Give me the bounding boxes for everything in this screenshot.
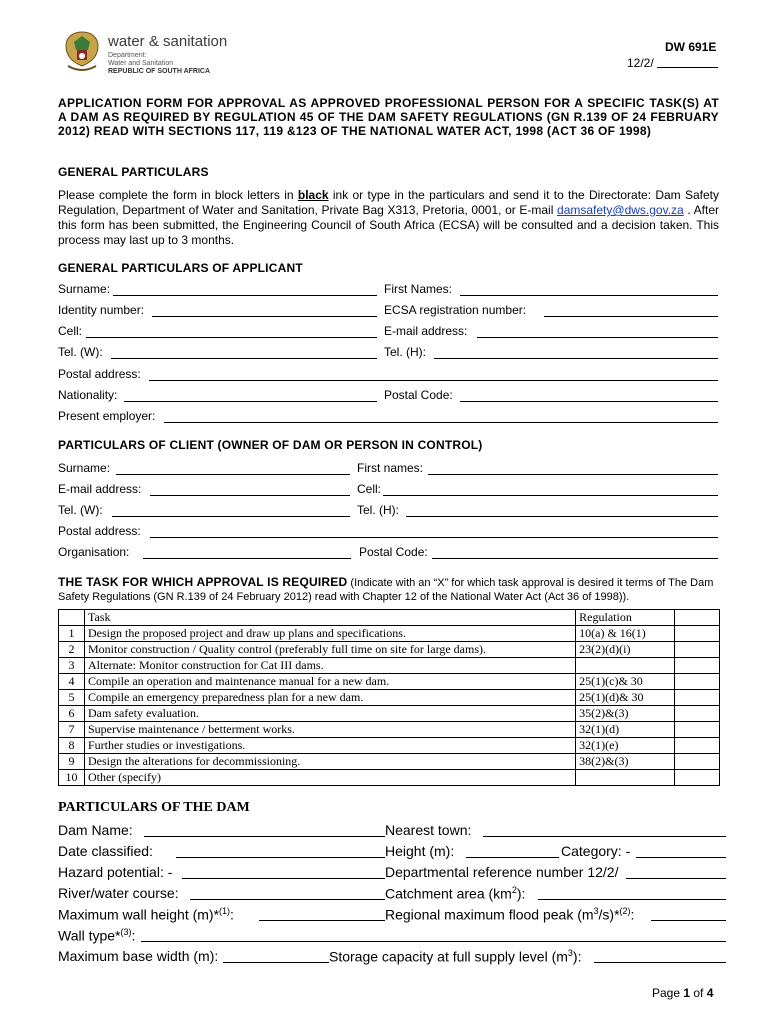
task-mark-cell[interactable]	[675, 706, 720, 722]
task-description: Supervise maintenance / betterment works.	[84, 722, 575, 738]
rmf-sup-2: (2)	[619, 906, 631, 916]
client-telh-label: Tel. (H):	[357, 503, 399, 517]
max-wall-label	[58, 906, 234, 923]
client-heading: PARTICULARS OF CLIENT (OWNER OF DAM OR PERSON IN CONTROL)	[58, 438, 483, 452]
task-number: 1	[59, 626, 85, 642]
applicant-telw-field[interactable]	[111, 358, 377, 359]
date-classified-label: Date classified:	[58, 843, 153, 859]
task-row	[59, 658, 720, 674]
dam-name-field[interactable]	[144, 836, 385, 837]
applicant-email-label: E-mail address:	[384, 324, 468, 338]
task-row	[59, 738, 720, 754]
coat-of-arms-icon	[58, 28, 106, 78]
applicant-id-field[interactable]	[152, 316, 377, 317]
client-organisation-label: Organisation:	[58, 545, 130, 559]
applicant-telh-field[interactable]	[434, 358, 718, 359]
regulation-col-header: Regulation	[576, 610, 675, 626]
task-description: Design the alterations for decommissioning.	[84, 754, 575, 770]
task-mark-cell[interactable]	[675, 722, 720, 738]
dam-name-label: Dam Name:	[58, 822, 133, 838]
task-row	[59, 754, 720, 770]
applicant-telh-label: Tel. (H):	[384, 345, 426, 359]
task-intro	[58, 575, 719, 604]
page-total: 4	[706, 986, 714, 1000]
applicant-heading: GENERAL PARTICULARS OF APPLICANT	[58, 261, 303, 275]
base-width-field[interactable]	[223, 962, 329, 963]
client-firstnames-label: First names:	[357, 461, 424, 475]
wall-type-sup: (3)	[120, 927, 132, 937]
applicant-ecsa-label: ECSA registration number:	[384, 303, 527, 317]
wall-type-end: :	[131, 927, 136, 944]
client-postalcode-field[interactable]	[432, 558, 718, 559]
rmf-end: :	[630, 906, 635, 923]
task-mark-cell[interactable]	[675, 626, 720, 642]
wall-type-field[interactable]	[141, 941, 726, 942]
task-number: 5	[59, 690, 85, 706]
applicant-firstnames-field[interactable]	[460, 295, 718, 296]
task-number: 6	[59, 706, 85, 722]
client-email-field[interactable]	[150, 495, 350, 496]
page-number	[652, 986, 713, 1000]
height-label: Height (m):	[385, 843, 455, 859]
client-postal-field[interactable]	[150, 537, 718, 538]
task-mark-cell[interactable]	[675, 738, 720, 754]
height-field[interactable]	[466, 857, 559, 858]
task-number: 9	[59, 754, 85, 770]
rmf-text: Regional maximum flood peak (m	[385, 906, 594, 923]
task-no-header	[59, 610, 85, 626]
task-regulation: 35(2)&(3)	[576, 706, 675, 722]
page-current: 1	[683, 986, 691, 1000]
rmf-label	[385, 906, 634, 923]
intro-text-1: Please complete the form in block letters in	[58, 188, 298, 202]
applicant-id-label: Identity number:	[58, 303, 145, 317]
applicant-postalcode-field[interactable]	[460, 401, 718, 402]
applicant-postal-field[interactable]	[149, 380, 718, 381]
task-number: 3	[59, 658, 85, 674]
task-mark-cell[interactable]	[675, 658, 720, 674]
client-postal-label: Postal address:	[58, 524, 141, 538]
applicant-surname-label: Surname:	[58, 282, 111, 296]
dept-ref-field[interactable]	[626, 878, 726, 879]
task-header-row	[59, 610, 720, 626]
client-surname-label: Surname:	[58, 461, 111, 475]
client-cell-label: Cell:	[357, 482, 382, 496]
task-row	[59, 706, 720, 722]
client-postalcode-label: Postal Code:	[359, 545, 428, 559]
task-number: 2	[59, 642, 85, 658]
applicant-ecsa-field[interactable]	[544, 316, 718, 317]
task-description: Monitor construction / Quality control (preferably full time on site for large dams).	[84, 642, 575, 658]
task-col-header: Task	[84, 610, 575, 626]
catchment-text: Catchment area (km	[385, 885, 512, 902]
task-table	[58, 609, 720, 786]
task-regulation: 25(1)(d)& 30	[576, 690, 675, 706]
task-row	[59, 626, 720, 642]
category-label: Category: -	[561, 843, 631, 859]
applicant-firstnames-label: First Names:	[384, 282, 453, 296]
max-wall-text: Maximum wall height (m)*	[58, 906, 220, 923]
max-wall-field[interactable]	[259, 920, 385, 921]
max-wall-sup: (1)	[219, 906, 231, 916]
form-title: APPLICATION FORM FOR APPROVAL AS APPROVED PROFESSIONAL PERSON FOR A SPECIFIC TASK(S) AT A DAM AS REQUIRED BY REGULATION 45 OF THE DAM SAFETY REGULATIONS (GN R.139 OF 24 FEBRUARY 2012) READ WITH SECTIONS 117, 119 &123 OF THE NATIONAL WATER ACT, 1998 (ACT 36 OF 1998)	[58, 96, 719, 138]
applicant-cell-field[interactable]	[86, 337, 377, 338]
storage-end: ):	[572, 948, 582, 965]
task-row	[59, 690, 720, 706]
applicant-surname-field[interactable]	[113, 295, 377, 296]
catchment-field[interactable]	[538, 899, 726, 900]
mark-col-header	[675, 610, 720, 626]
dept-ref-label: Departmental reference number 12/2/	[385, 864, 619, 880]
task-description: Other (specify)	[84, 770, 575, 786]
storage-label	[329, 948, 581, 965]
storage-text: Storage capacity at full supply level (m	[329, 948, 568, 965]
general-intro	[58, 188, 719, 248]
task-mark-cell[interactable]	[675, 674, 720, 690]
task-regulation: 32(1)(e)	[576, 738, 675, 754]
page-word: Page	[652, 986, 684, 1000]
catchment-sup: 2	[511, 885, 517, 895]
general-heading: GENERAL PARTICULARS	[58, 165, 209, 179]
catchment-label	[385, 885, 525, 902]
applicant-nationality-label: Nationality:	[58, 388, 118, 402]
task-mark-cell[interactable]	[675, 770, 720, 786]
task-heading: THE TASK FOR WHICH APPROVAL IS REQUIRED	[58, 575, 348, 589]
client-telh-field[interactable]	[406, 516, 718, 517]
applicant-telw-label: Tel. (W):	[58, 345, 103, 359]
task-regulation	[576, 770, 675, 786]
page-of: of	[690, 986, 707, 1000]
dept-line-1: Department:	[108, 52, 147, 59]
task-description: Alternate: Monitor construction for Cat III dams.	[84, 658, 575, 674]
reference-label: 12/2/	[627, 56, 654, 70]
storage-field[interactable]	[594, 962, 726, 963]
task-number: 8	[59, 738, 85, 754]
rmf-field[interactable]	[651, 920, 726, 921]
rmf-mid: /s)*	[598, 906, 620, 923]
max-wall-end: :	[230, 906, 234, 923]
applicant-postal-label: Postal address:	[58, 367, 141, 381]
client-email-label: E-mail address:	[58, 482, 142, 496]
task-row	[59, 674, 720, 690]
task-description: Design the proposed project and draw up plans and specifications.	[84, 626, 575, 642]
email-link[interactable]: damsafety@dws.gov.za	[557, 203, 684, 217]
task-number: 7	[59, 722, 85, 738]
task-description: Compile an emergency preparedness plan for a new dam.	[84, 690, 575, 706]
applicant-postalcode-label: Postal Code:	[384, 388, 453, 402]
task-row	[59, 722, 720, 738]
rmf-sup-1: 3	[593, 906, 599, 916]
dept-line-2: Water and Sanitation	[108, 60, 174, 67]
applicant-employer-label: Present employer:	[58, 409, 156, 423]
task-mark-cell[interactable]	[675, 690, 720, 706]
nearest-town-field[interactable]	[483, 836, 726, 837]
applicant-nationality-field[interactable]	[124, 401, 377, 402]
intro-black: black	[297, 188, 329, 202]
task-regulation: 23(2)(d)(i)	[576, 642, 675, 658]
task-row	[59, 642, 720, 658]
client-cell-field[interactable]	[383, 495, 718, 496]
client-telw-label: Tel. (W):	[58, 503, 103, 517]
river-label: River/water course:	[58, 885, 179, 901]
client-firstnames-field[interactable]	[428, 474, 718, 475]
task-regulation: 32(1)(d)	[576, 722, 675, 738]
base-width-label: Maximum base width (m):	[58, 948, 219, 964]
dam-heading: PARTICULARS OF THE DAM	[58, 800, 250, 815]
task-regulation	[576, 658, 675, 674]
intro-text-3: . After this form has been submitted, the Engineering Council of South Africa (ECSA) will be consulted and a decision taken. This process may last up to 3 months.	[58, 203, 719, 247]
task-note: (Indicate with an “X” for which task approval is desired it terms of The Dam Safety Regulations (GN R.139 of 24 February 2012) read with Chapter 12 of the National Water Act (Act 36 of 1998)).	[58, 577, 714, 603]
task-number: 10	[59, 770, 85, 786]
intro-text-2: ink or type in the particulars and send it to the Directorate: Dam Safety Regulation, Department of Water and Sanitation, Private Bag X313, Pretoria, 0001, or E-mail	[58, 188, 719, 217]
client-organisation-field[interactable]	[143, 558, 351, 559]
task-regulation: 25(1)(c)& 30	[576, 674, 675, 690]
task-description: Dam safety evaluation.	[84, 706, 575, 722]
dept-line-3: REPUBLIC OF SOUTH AFRICA	[108, 68, 211, 75]
hazard-label: Hazard potential: -	[58, 864, 173, 880]
catchment-end: ):	[516, 885, 526, 902]
task-mark-cell[interactable]	[675, 754, 720, 770]
task-regulation: 38(2)&(3)	[576, 754, 675, 770]
form-code: DW 691E	[665, 40, 717, 54]
task-row	[59, 770, 720, 786]
storage-sup: 3	[567, 948, 573, 958]
wall-type-text: Wall type*	[58, 927, 121, 944]
reference-field[interactable]	[657, 67, 718, 68]
wall-type-label	[58, 927, 135, 944]
task-description: Further studies or investigations.	[84, 738, 575, 754]
nearest-town-label: Nearest town:	[385, 822, 472, 838]
task-regulation: 10(a) & 16(1)	[576, 626, 675, 642]
category-field[interactable]	[636, 857, 726, 858]
client-surname-field[interactable]	[116, 474, 350, 475]
task-number: 4	[59, 674, 85, 690]
river-field[interactable]	[190, 899, 385, 900]
applicant-employer-field[interactable]	[164, 422, 718, 423]
applicant-email-field[interactable]	[477, 337, 718, 338]
task-mark-cell[interactable]	[675, 642, 720, 658]
client-telw-field[interactable]	[112, 516, 350, 517]
logo-title: water & sanitation	[108, 33, 228, 50]
hazard-field[interactable]	[182, 878, 385, 879]
date-classified-field[interactable]	[176, 857, 385, 858]
applicant-cell-label: Cell:	[58, 324, 83, 338]
task-description: Compile an operation and maintenance manual for a new dam.	[84, 674, 575, 690]
department-logo	[58, 28, 106, 76]
